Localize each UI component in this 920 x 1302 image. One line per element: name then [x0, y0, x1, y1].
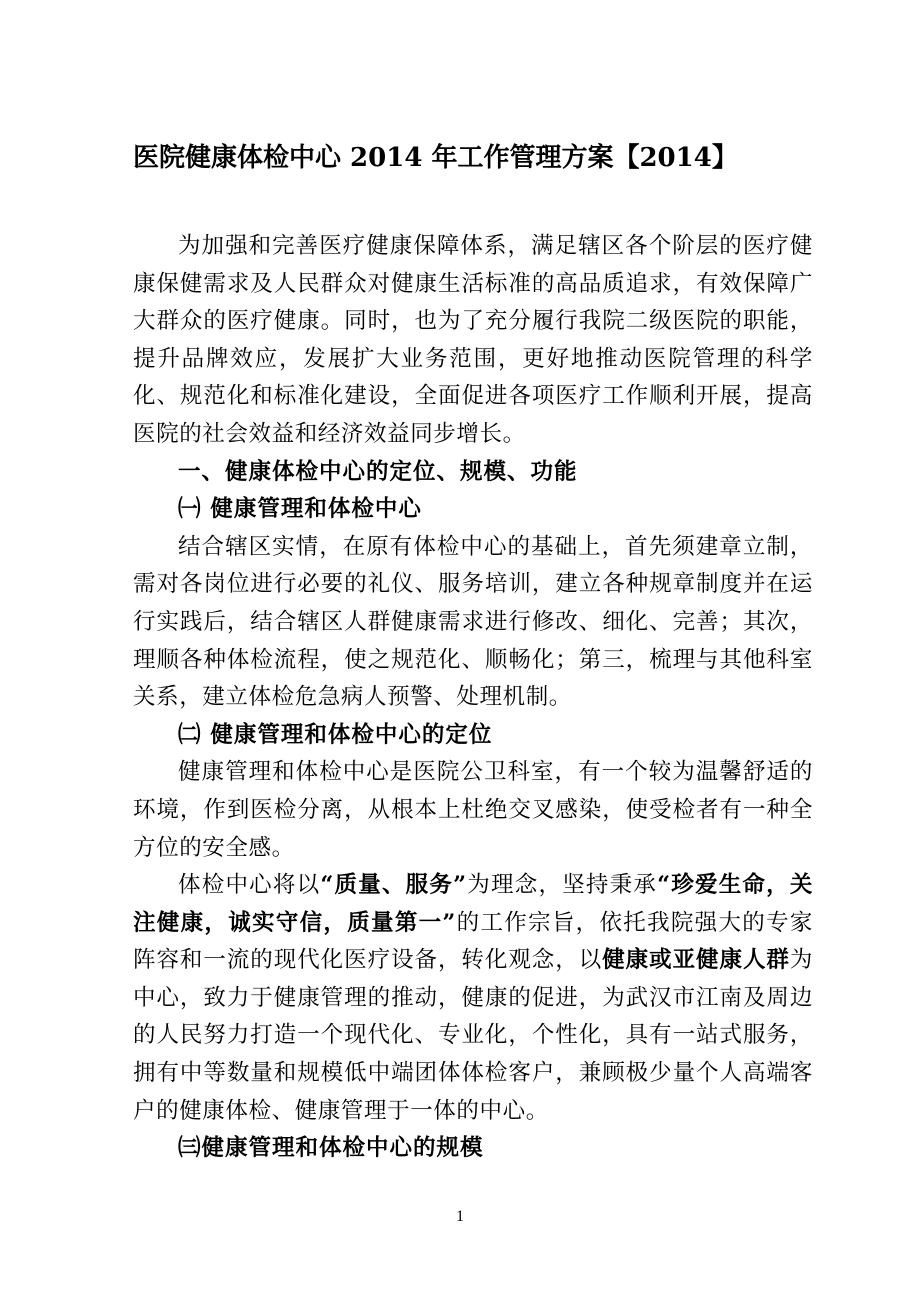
mission-bold-target-group: 健康或亚健康人群	[602, 947, 790, 974]
mission-bold-quality-service: “质量、服务”	[320, 872, 467, 899]
subsection-2-heading: ㈡ 健康管理和体检中心的定位	[178, 721, 493, 748]
mission-text-3: 的工作宗旨，依托我院强大的专家阵容和一流的现代化医疗设备，转化观念，以	[133, 909, 813, 974]
intro-paragraph: 为加强和完善医疗健康保障体系，满足辖区各个阶层的医疗健康保健需求及人民群众对健康生活标准的高品质追求，有效保障广大群众的医疗健康。同时，也为了充分履行我院二级医院的职能，提升品牌效应，发展扩大业务范围，更好地推动医院管理的科学化、规范化和标准化建设，全面促进各项医疗工作顺利开展，提高医院的社会效益和经济效益同步增长。	[133, 233, 813, 447]
subsection-2-mission-paragraph	[133, 867, 813, 1130]
section-1-heading: 一、健康体检中心的定位、规模、功能	[178, 458, 578, 485]
document-title: 医院健康体检中心 2014 年工作管理方案【2014】	[133, 143, 738, 173]
mission-text-2: 为理念，坚持秉承	[466, 872, 658, 899]
subsection-2-paragraph: 健康管理和体检中心是医院公卫科室，有一个较为温馨舒适的环境，作到医检分离，从根本上杜绝交叉感染，使受检者有一种全方位的安全感。	[133, 759, 813, 861]
subsection-1-paragraph: 结合辖区实情，在原有体检中心的基础上，首先须建章立制，需对各岗位进行必要的礼仪、服务培训，建立各种规章制度并在运行实践后，结合辖区人群健康需求进行修改、细化、完善；其次，理顺各种体检流程，使之规范化、顺畅化；第三，梳理与其他科室关系，建立体检危急病人预警、处理机制。	[133, 533, 813, 711]
document-body	[133, 228, 813, 1168]
mission-text-4: 为中心，致力于健康管理的推动，健康的促进，为武汉市江南及周边的人民努力打造一个现代化、专业化，个性化，具有一站式服务，拥有中等数量和规模低中端团体体检客户，兼顾极少量个人高端客户的健康体检、健康管理于一体的中心。	[133, 947, 813, 1124]
subsection-1-heading: ㈠ 健康管理和体检中心	[178, 496, 422, 523]
mission-bold-motto: “珍爱生命，关注健康，诚实守信，质量第一”	[133, 872, 813, 936]
mission-text-1: 体检中心将以	[178, 872, 321, 899]
page-number: 1	[456, 1208, 464, 1225]
subsection-3-heading: ㈢健康管理和体检中心的规模	[178, 1135, 484, 1162]
